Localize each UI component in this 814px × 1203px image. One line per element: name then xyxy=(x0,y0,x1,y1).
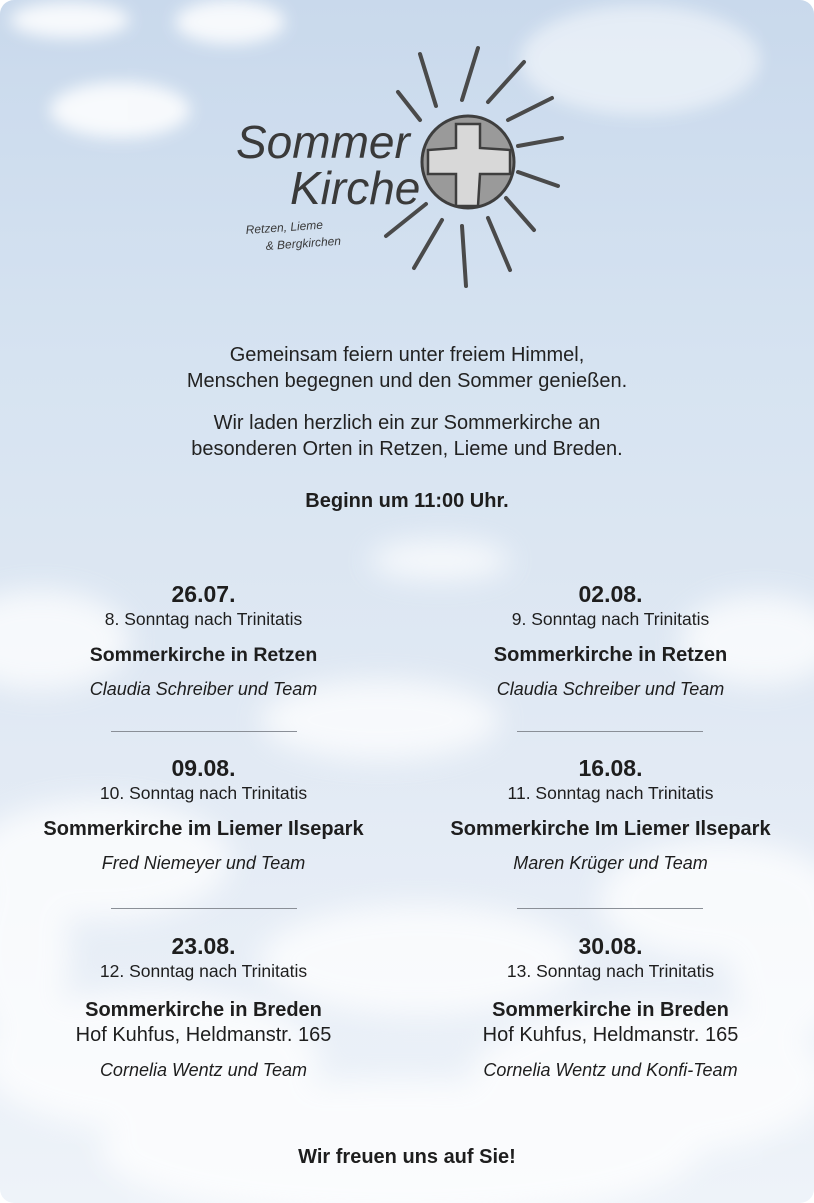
event-title: Sommerkirche in Retzen xyxy=(89,644,318,666)
intro-line-3: Wir laden herzlich ein zur Sommerkirche an xyxy=(213,412,601,434)
intro-line-4: besonderen Orten in Retzen, Lieme und Breden. xyxy=(191,438,623,460)
intro-block-1 xyxy=(0,342,814,394)
divider xyxy=(517,908,703,909)
event-title: Sommerkirche in Retzen xyxy=(493,644,728,666)
event-title: Sommerkirche Im Liemer Ilsepark xyxy=(450,818,771,840)
event-title: Sommerkirche in Breden xyxy=(85,999,322,1021)
event-sunday: 12. Sonntag nach Trinitatis xyxy=(99,961,308,981)
event-card xyxy=(0,754,407,875)
event-card xyxy=(0,580,407,701)
event-date: 30.08. xyxy=(578,933,643,959)
sommerkirche-logo xyxy=(230,40,570,300)
event-card xyxy=(407,754,814,875)
event-team: Maren Krüger und Team xyxy=(513,853,708,873)
logo-subline-2: & Bergkirchen xyxy=(265,233,342,253)
divider xyxy=(111,731,297,732)
intro-line-1: Gemeinsam feiern unter freiem Himmel, xyxy=(229,344,585,366)
event-sunday: 10. Sonntag nach Trinitatis xyxy=(99,783,308,803)
event-card xyxy=(0,932,407,1082)
event-date: 16.08. xyxy=(578,755,643,781)
event-card xyxy=(407,580,814,701)
event-sunday: 11. Sonntag nach Trinitatis xyxy=(507,783,714,803)
cross-sun-icon xyxy=(422,116,514,208)
event-address: Hof Kuhfus, Heldmanstr. 165 xyxy=(482,1024,739,1046)
logo-subline-1: Retzen, Lieme xyxy=(245,217,324,237)
event-title: Sommerkirche im Liemer Ilsepark xyxy=(43,818,364,840)
event-date: 09.08. xyxy=(171,755,236,781)
closing-text: Wir freuen uns auf Sie! xyxy=(298,1146,516,1168)
divider xyxy=(517,731,703,732)
divider xyxy=(111,908,297,909)
event-sunday: 8. Sonntag nach Trinitatis xyxy=(104,609,303,629)
intro-block-2 xyxy=(0,410,814,462)
intro-line-2: Menschen begegnen und den Sommer genießen. xyxy=(186,370,628,392)
logo-word-sommer: Sommer xyxy=(236,116,410,168)
event-title: Sommerkirche in Breden xyxy=(492,999,729,1021)
event-date: 23.08. xyxy=(171,933,236,959)
logo-word-kirche: Kirche xyxy=(290,162,421,214)
event-date: 26.07. xyxy=(171,581,236,607)
event-sunday: 9. Sonntag nach Trinitatis xyxy=(511,609,710,629)
event-team: Cornelia Wentz und Team xyxy=(99,1060,308,1080)
event-team: Cornelia Wentz und Konfi-Team xyxy=(483,1060,738,1080)
event-sunday: 13. Sonntag nach Trinitatis xyxy=(506,961,715,981)
event-card xyxy=(407,932,814,1082)
event-date: 02.08. xyxy=(578,581,643,607)
event-team: Fred Niemeyer und Team xyxy=(101,853,306,873)
event-team: Claudia Schreiber und Team xyxy=(89,679,318,699)
event-address: Hof Kuhfus, Heldmanstr. 165 xyxy=(75,1024,332,1046)
event-team: Claudia Schreiber und Team xyxy=(496,679,725,699)
start-time: Beginn um 11:00 Uhr. xyxy=(305,490,509,512)
